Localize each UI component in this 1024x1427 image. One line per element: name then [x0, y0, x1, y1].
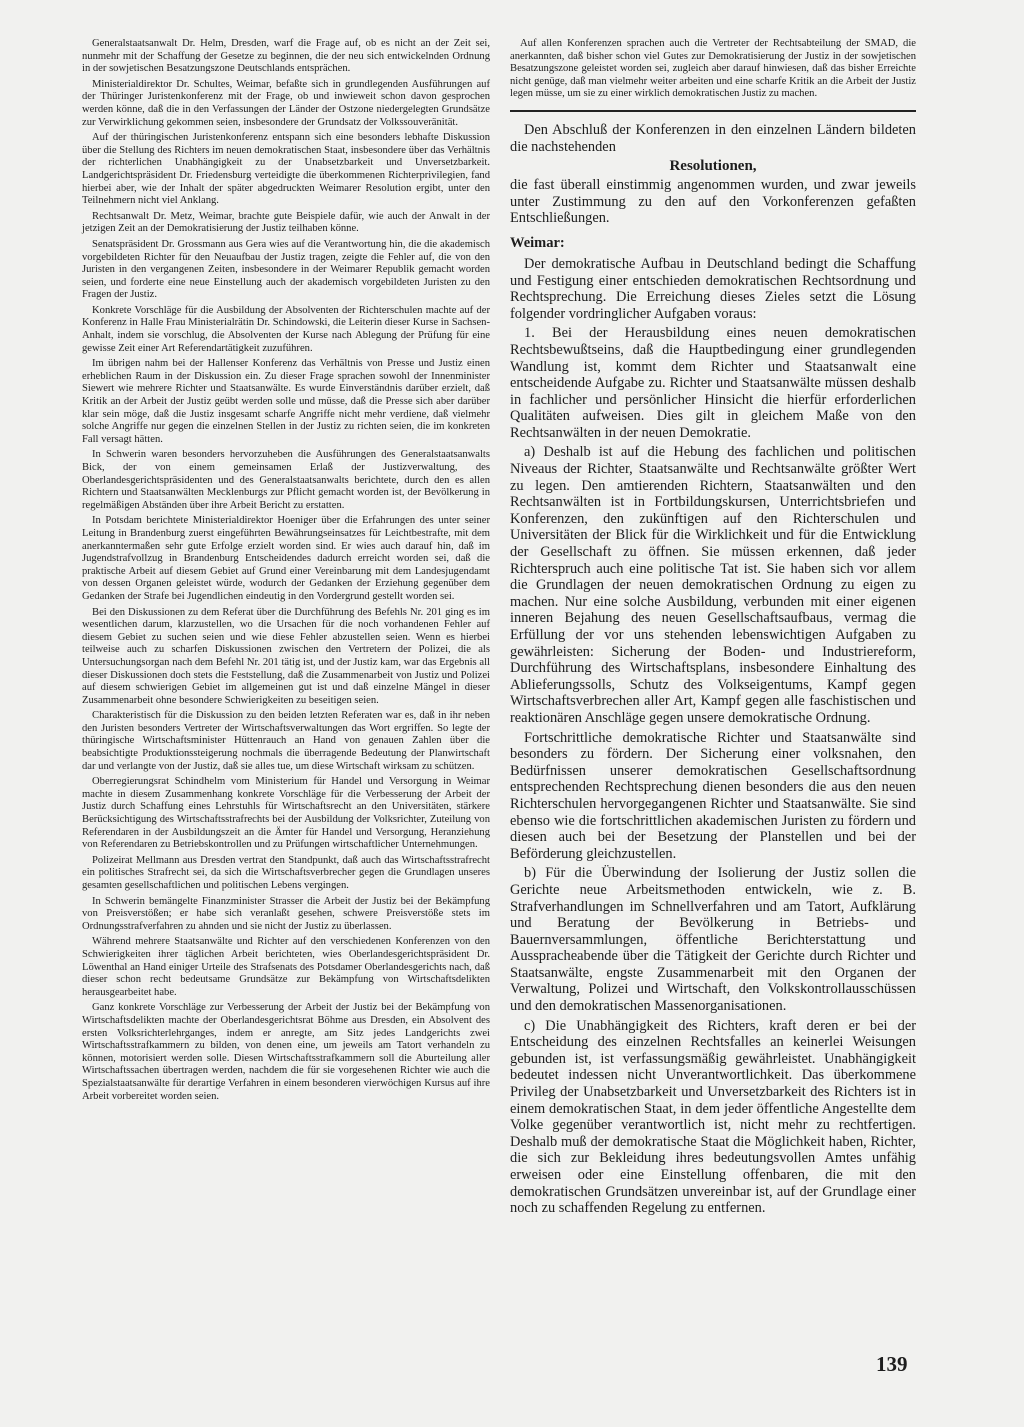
paragraph: Senatspräsident Dr. Grossmann aus Gera wies auf die Verantwortung hin, die die akademisch vorgebildeten Richter für den Neuaufbau der Justiz tragen, zeigte die Fehler auf, die von den Juristen in den vergangenen Zeiten, insbesondere in der Weimarer Republik gemacht worden seien, und forderte eine neue Einstellung auch der akademisch vorgebildeten Juristen zu den Fragen der Justiz. [82, 238, 490, 301]
subheading-weimar: Weimar: [510, 234, 565, 251]
smad-note: Auf allen Konferenzen sprachen auch die Vertreter der Rechtsabteilung der SMAD, die anerkannten, daß bisher schon viel Gutes zur Demokratisierung der Justiz in der sowjetischen Besatzungszone geleistet worden sei, zugleich aber darauf hinwiesen, daß das bisher Erreichte nicht genüge, daß man vielmehr weiter arbeiten und eine scharfe Kritik an die Arbeit der Justiz legen müsse, um sie zu einer wirklich demokratischen Justiz zu machen. [510, 38, 916, 100]
left-column [82, 38, 490, 1106]
paragraph: Fortschrittliche demokratische Richter und Staatsanwälte sind besonders zu fördern. Der Sicherung einer volksnahen, den Bedürfnissen unserer demokratischen Gesellschaftsordnung entsprechenden Rechtsprechung dienen besonders die aus den neuen Richterschulen hervorgegangenen Richter und Staatsanwälte. Sie sind ebenso wie die fortschrittlichen akademischen Juristen zu fördern und diesen auch bei der Besetzung der Planstellen und bei der Beförderung gleichzustellen. [510, 729, 916, 862]
right-column [510, 38, 916, 1220]
paragraph: Polizeirat Mellmann aus Dresden vertrat den Standpunkt, daß auch das Wirtschaftsstrafrecht ein politisches Strafrecht sei, da sich die Wirtschaftsverbrecher gegen die Grundlagen unseres gesamten gesellschaftlichen und politischen Lebens vergingen. [82, 854, 490, 891]
paragraph: 1. Bei der Herausbildung eines neuen demokratischen Rechtsbewußtseins, daß die Hauptbedingung einer grundlegenden Wandlung ist, kommt dem Richter und Staatsanwalt eine entscheidende Aufgabe zu. Richter und Staatsanwälte müssen deshalb in fachlicher und persönlicher Hinsicht die hierfür erforderlichen Qualitäten aufweisen. Dies gilt in gleichem Maße von den Rechtsanwälten in der neuen Demokratie. [510, 325, 916, 441]
paragraph: In Schwerin waren besonders hervorzuheben die Ausführungen des Generalstaatsanwalts Bick, der von einem gemeinsamen Erlaß der Justizverwaltung, des Oberlandesgerichtspräsidenten und des Generalstaatsanwalts berichtete, durch den es allen Richtern und Staatsanwälten Mecklenburgs zur Pflicht gemacht worden ist, der Bevölkerung in regelmäßigen Abständen über ihre Arbeit Bericht zu erstatten. [82, 449, 490, 511]
paragraph: Während mehrere Staatsanwälte und Richter auf den verschiedenen Konferenzen von den Schwierigkeiten ihrer täglichen Arbeit berichteten, wies Oberlandesgerichtspräsident Dr. Löwenthal an Hand einiger Urteile des Strafsenats des Potsdamer Oberlandesgerichts nach, daß dieser schon recht bedeutsame Grundsätze zur Bekämpfung von Wirtschaftsdelikten herausgearbeitet habe. [82, 936, 490, 998]
paragraph: Ministerialdirektor Dr. Schultes, Weimar, befaßte sich in grundlegenden Ausführungen auf der Thüringer Juristenkonferenz mit der Frage, ob und inwieweit schon davon gesprochen werden könne, daß die in den Verfassungen der Länder der Ostzone niedergelegten Grundsätze zur Verwirklichung gekommen seien, insbesondere der Grundsatz der Volkssouveränität. [82, 78, 490, 128]
paragraph: b) Für die Überwindung der Isolierung der Justiz sollen die Gerichte neue Arbeitsmethoden entwickeln, wie z. B. Strafverhandlungen im Schnellverfahren und am Tatort, Aufklärung und Beratung der Bevölkerung in Betriebs- und Bauernversammlungen, öffentliche Berichterstattung und Ausspracheabende über die Tätigkeit der Gerichte durch Richter und Staatsanwälte, engste Zusammenarbeit mit den Organen der Verwaltung, Polizei und Wirtschaft, den Volkskontrollausschüssen und den demokratischen Massenorganisationen. [510, 865, 916, 1015]
paragraph: Im übrigen nahm bei der Hallenser Konferenz das Verhältnis von Presse und Justiz einen erheblichen Raum in der Diskussion ein. Zu dieser Frage sprachen sowohl der Innenminister Siewert wie mehrere Richter und Staatsanwälte. Es wurde Einverständnis darüber erzielt, daß Kritik an der Arbeit der Justiz geübt werden solle und müsse, daß die Presse sich aber darüber klar sein möge, daß die Justiz insgesamt scharfe Angriffe nicht mehr verdiene, daß vielmehr solche Angriffe nur gegen die einzelnen Stellen in der Justiz zu richten seien, die im konkreten Fall versagt hätten. [82, 358, 490, 445]
after-heading-text: die fast überall einstimmig angenommen wurden, und zwar jeweils unter Zustimmung zu den auf den Vorkonferenzen gefaßten Entschließungen. [510, 177, 916, 227]
paragraph: Ganz konkrete Vorschläge zur Verbesserung der Arbeit der Justiz bei der Bekämpfung von Wirtschaftsdelikten machte der Oberlandesgerichtsrat Böhme aus Dresden, ein Absolvent des ersten Volksrichterlehrganges, indem er anregte, am Sitz jedes Landgerichts zwei Wirtschaftsstrafkammern zu bilden, von denen eine, um jeweils am Tatort verhandeln zu können, motorisiert werden solle. Diesen Wirtschaftsstrafkammern soll die Aburteilung aller Wirtschaftssachen übertragen werden, nachdem die für sie vorgesehenen Richter wie auch die Spezialstaatsanwälte für derartige Verfahren in einem besonderen vierwöchigen Kursus auf ihre Arbeit vorbereitet worden seien. [82, 1002, 490, 1102]
paragraph: Konkrete Vorschläge für die Ausbildung der Absolventen der Richterschulen machte auf der Konferenz in Halle Frau Ministerialrätin Dr. Schindowski, die Leiterin dieser Kurse in Sachsen-Anhalt, indem sie vorschlug, die Absolventen der Kurse nach Ablegung der Prüfung für eine gewisse Zeit einer Art Referendartätigkeit zuzuführen. [82, 304, 490, 354]
paragraph: In Potsdam berichtete Ministerialdirektor Hoeniger über die Erfahrungen des unter seiner Leitung in Brandenburg zuerst eingeführten Bewährungseinsatzes für Leichtbestrafte, mit dem anerkanntermaßen sehr gute Erfolge erzielt worden sind. Er wies auch darauf hin, daß im Jugendstrafvollzug in Brandenburg Entscheidendes dadurch erreicht worden sei, daß die praktische Arbeit auf diesem Gebiet auf Grund einer Vereinbarung mit dem Landesjugendamt von dessen Organen geleistet würde, wodurch der Gedanken der Erziehung gegenüber dem Gedanken der Strafe bei Jugendlichen eindeutig in den Vordergrund gestellt worden sei. [82, 515, 490, 602]
paragraph: Generalstaatsanwalt Dr. Helm, Dresden, warf die Frage auf, ob es nicht an der Zeit sei, nunmehr mit der Schaffung der Gesetze zu beginnen, die der neu sich entwickelnden Ordnung in der sowjetischen Besatzungszone Deutschlands entsprächen. [82, 38, 490, 75]
paragraph: c) Die Unabhängigkeit des Richters, kraft deren er bei der Entscheidung des einzelnen Rechtsfalles an keinerlei Weisungen gebunden ist, ist verfassungsmäßig gewährleistet. Unabhängigkeit bedeutet indessen nicht Unverantwortlichkeit. Das überkommene Privileg der Unabsetzbarkeit und Unversetzbarkeit des Richters ist in einem demokratischen Staat, in dem jeder öffentliche Angestellte dem Volke gegenüber verantwortlich ist, nicht mehr zu rechtfertigen. Deshalb muß der demokratische Staat die Möglichkeit haben, Richter, die sich zur Bekleidung ihres bedeutungsvollen Amtes unfähig erweisen oder eine Einstellung offenbaren, die mit den demokratischen Grundsätzen unvereinbar ist, auf der Grundlage einer noch zu schaffenden Regelung zu entfernen. [510, 1017, 916, 1217]
paragraph: Der demokratische Aufbau in Deutschland bedingt die Schaffung und Festigung einer entschieden demokratischen Rechtsordnung und Rechtsprechung. Die Erreichung dieses Zieles setzt die Lösung folgender vordringlicher Aufgaben voraus: [510, 255, 916, 322]
paragraph: a) Deshalb ist auf die Hebung des fachlichen und politischen Niveaus der Richter, Staatsanwälte und Rechtsanwälte größter Wert zu legen. Den amtierenden Richtern, Staatsanwälten und den Rechtsanwälten ist in Fortbildungskursen, Unterrichtsbriefen und Konferenzen, den zukünftigen auf den Richterschulen und Universitäten der Blick für die Wirklichkeit und für die Entwicklung der Gesellschaft zu öffnen. Sie müssen erkennen, daß jeder Richterspruch auch eine politische Tat ist. Sie haben sich vor allem die Grundlagen der neuen demokratischen Ordnung zu eigen zu machen. Nur eine solche Ausbildung, verbunden mit einer eigenen inneren Bejahung des neuen Gesellschaftsaufbaus, vermag die Erfüllung der vor uns stehenden lebenswichtigen Aufgaben zu gewährleisten: Sicherung der Boden- und Industriereform, Durchführung des Wirtschaftsplans, insbesondere Einhaltung des Ablieferungssolls, Schutz des Volkseigentums, Kampf gegen Wirtschaftsverbrechen aller Art, Kampf gegen alle faschistischen und reaktionären Anschläge gegen unsere demokratische Ordnung. [510, 444, 916, 726]
divider [510, 110, 916, 112]
paragraph: Auf der thüringischen Juristenkonferenz entspann sich eine besonders lebhafte Diskussion über die Stellung des Richters im neuen demokratischen Staat, insbesondere über das Verhältnis der richterlichen Unabhängigkeit zu der Unabsetzbarkeit und Unversetzbarkeit. Landgerichtspräsident Dr. Friedensburg verteidigte die überkommenen Richterprivilegien, fand hierbei aber, wie der Inhalt der später abgedruckten Weimarer Resolution ergibt, unter den Teilnehmern nicht viel Anklang. [82, 132, 490, 207]
paragraph: Rechtsanwalt Dr. Metz, Weimar, brachte gute Beispiele dafür, wie auch der Anwalt in der jetzigen Zeit an der Demokratisierung der Justiz teilhaben könne. [82, 210, 490, 235]
paragraph: Oberregierungsrat Schindhelm vom Ministerium für Handel und Versorgung in Weimar machte in diesem Zusammenhang konkrete Vorschläge für die Verbesserung der Arbeit der Justiz durch Schaffung eines Lehrstuhls für Wirtschaftsrecht an den Universitäten, stärkere Berücksichtigung des Wirtschaftsstrafrechts bei der Ausbildung der Volksrichter, Zuteilung von Referendaren in der Ausbildungszeit an die Ämter für Handel und Versorgung, Heranziehung von Referendaren zu Betriebskontrollen und zu Prüfungen wirtschaftlicher Unternehmungen. [82, 776, 490, 851]
page-number: 139 [876, 1352, 908, 1376]
intro-text: Den Abschluß der Konferenzen in den einzelnen Ländern bildeten die nachstehenden [510, 121, 916, 155]
paragraph: Charakteristisch für die Diskussion zu den beiden letzten Referaten war es, daß in ihr neben den Juristen besonders Vertreter der Wirtschaftsverwaltungen das Wort ergriffen. So legte der thüringische Wirtschaftsminister Hüttenrauch an Hand von genauen Zahlen über die beabsichtigte Produktionssteigerung nochmals die überragende Bedeutung der Planwirtschaft dar und verlangte von der Justiz, daß sie alles tue, um diese Wirtschaft wirksam zu schützen. [82, 710, 490, 772]
paragraph: In Schwerin bemängelte Finanzminister Strasser die Arbeit der Justiz bei der Bekämpfung von Preisverstößen; er habe sich veranlaßt gesehen, schwere Preisverstöße stets im Ordnungsstrafverfahren zu ahnden und sie nicht der Justiz zu überlassen. [82, 895, 490, 932]
section-heading: Resolutionen, [669, 158, 757, 175]
paragraph: Bei den Diskussionen zu dem Referat über die Durchführung des Befehls Nr. 201 ging es im wesentlichen darum, klarzustellen, wo die Ursachen für die noch vorhandenen Fehler auf diesem Gebiet zu suchen seien und wie diese Fehler abzustellen seien. Wenn es hierbei teilweise auch zu scharfen Diskussionen zwischen den Vertretern der Polizei, die als Untersuchungsorgan nach dem Befehl Nr. 201 tätig ist, und der Justiz kam, war das Ergebnis all dieser Diskussionen doch stets die Feststellung, daß die Zusammenarbeit von Justiz und Polizei auf diesem schwierigen Gebiet im allgemeinen gut ist und daß einzelne Mängel in dieser Zusammenarbeit ohne besondere Schwierigkeiten zu beseitigen seien. [82, 606, 490, 706]
